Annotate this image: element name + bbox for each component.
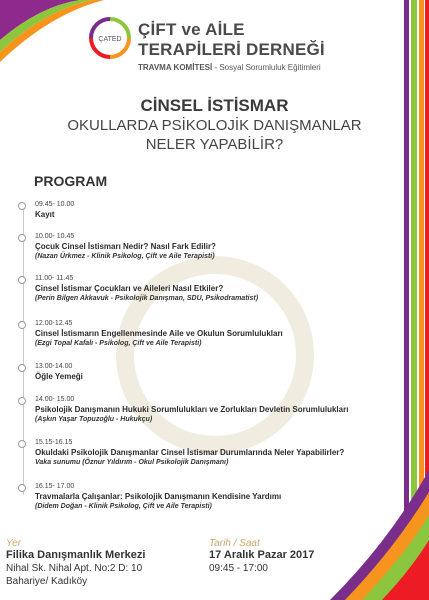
- event-time: 09:45 - 17:00: [209, 563, 268, 574]
- item-title: Okuldaki Psikolojik Danışmanlar Cinsel İstismar Durumlarında Neler Yapabilirler?: [35, 448, 345, 457]
- timeline-line: [23, 203, 24, 495]
- address-line2: Bahariye/ Kadıköy: [6, 576, 88, 587]
- logo-text: ÇATED: [98, 36, 122, 43]
- program-heading: PROGRAM: [34, 173, 108, 189]
- event-date: 17 Aralık Pazar 2017: [209, 549, 315, 561]
- header: [88, 14, 388, 76]
- item-time: 14.00- 15.00: [35, 396, 75, 403]
- cated-logo-icon: [88, 16, 132, 60]
- item-speaker: (Didem Doğan - Klinik Psikolog, Çift ve Aile Terapisti): [35, 503, 212, 510]
- timeline-dot-icon: [18, 364, 26, 372]
- item-speaker: (Perin Bilgen Akkavuk - Psikolojik Danışman, SDU, Psikodramatist): [35, 295, 259, 302]
- item-speaker: (Aşkın Yaşar Topuzoğlu - Hukukçu): [35, 416, 153, 423]
- item-time: 15.15-16.15: [35, 439, 73, 446]
- item-speaker: (Ezgi Topal Kafalı - Psikolog, Çift ve Aile Terapisti): [35, 340, 202, 347]
- timeline-dot-icon: [18, 276, 26, 284]
- timeline-dot-icon: [18, 484, 26, 492]
- item-time: 11.00- 11.45: [35, 275, 74, 282]
- series-name: Sosyal Sorumluluk Eğitimleri: [219, 63, 321, 72]
- location-venue: Filika Danışmanlık Merkezi: [6, 549, 146, 561]
- item-time: 09.45- 10.00: [35, 201, 75, 208]
- item-title: Çocuk Cinsel İstismarı Nedir? Nasıl Fark Edilir?: [35, 242, 216, 251]
- event-title: CİNSEL İSTİSMAR: [140, 96, 289, 115]
- right-stripe-orange: [419, 0, 424, 520]
- item-time: 16.15- 17.00: [35, 483, 75, 490]
- right-stripe-purple: [404, 0, 409, 520]
- location-label: Yer: [6, 538, 22, 549]
- item-title: Cinsel İstismarın Engellenmesinde Aile ve Okulun Sorumlulukları: [35, 329, 283, 338]
- item-title: Kayıt: [35, 210, 55, 219]
- timeline-dot-icon: [18, 397, 26, 405]
- topic-line1: OKULLARDA PSİKOLOJİK DANIŞMANLAR: [67, 117, 362, 134]
- item-speaker: Vaka sunumu (Öznur Yıldırım - Okul Psikolojik Danışmanı): [35, 459, 229, 466]
- header-subtitle: [138, 63, 321, 72]
- timeline-dot-icon: [18, 440, 26, 448]
- item-speaker: (Nazan Ürkmez - Klinik Psikolog, Çift ve Aile Terapisti): [35, 253, 215, 260]
- item-time: 12.00-12.45: [35, 320, 73, 327]
- event-topic: [0, 116, 429, 154]
- item-title: Öğle Yemeği: [35, 372, 83, 381]
- org-name-line1: ÇİFT ve AİLE: [138, 20, 245, 39]
- item-time: 10.00- 10.45: [35, 233, 75, 240]
- item-time: 13.00-14.00: [35, 363, 73, 370]
- subtitle-separator: -: [212, 63, 220, 72]
- timeline-dot-icon: [18, 202, 26, 210]
- datetime-label: Tarih / Saat: [209, 538, 260, 549]
- location-address: [6, 562, 142, 588]
- right-stripe-green: [411, 0, 417, 520]
- org-name-line2: TERAPİLERİ DERNEĞİ: [138, 40, 325, 59]
- topic-line2: NELER YAPABİLİR?: [145, 136, 284, 153]
- committee-name: TRAVMA KOMİTESİ: [138, 63, 213, 72]
- timeline-dot-icon: [18, 234, 26, 242]
- item-title: Travmalarla Çalışanlar: Psikolojik Danışmanın Kendisine Yardımı: [35, 492, 282, 501]
- right-stripe-red: [425, 0, 429, 520]
- item-title: Psikolojik Danışmanın Hukuki Sorumlulukları ve Zorlukları Devletin Sorumlulukları: [35, 405, 349, 414]
- address-line1: Nihal Sk. Nihal Apt. No:2 D: 10: [6, 563, 143, 574]
- timeline-dot-icon: [18, 321, 26, 329]
- item-title: Cinsel İstismar Çocukları ve Aileleri Nasıl Etkiler?: [35, 284, 224, 293]
